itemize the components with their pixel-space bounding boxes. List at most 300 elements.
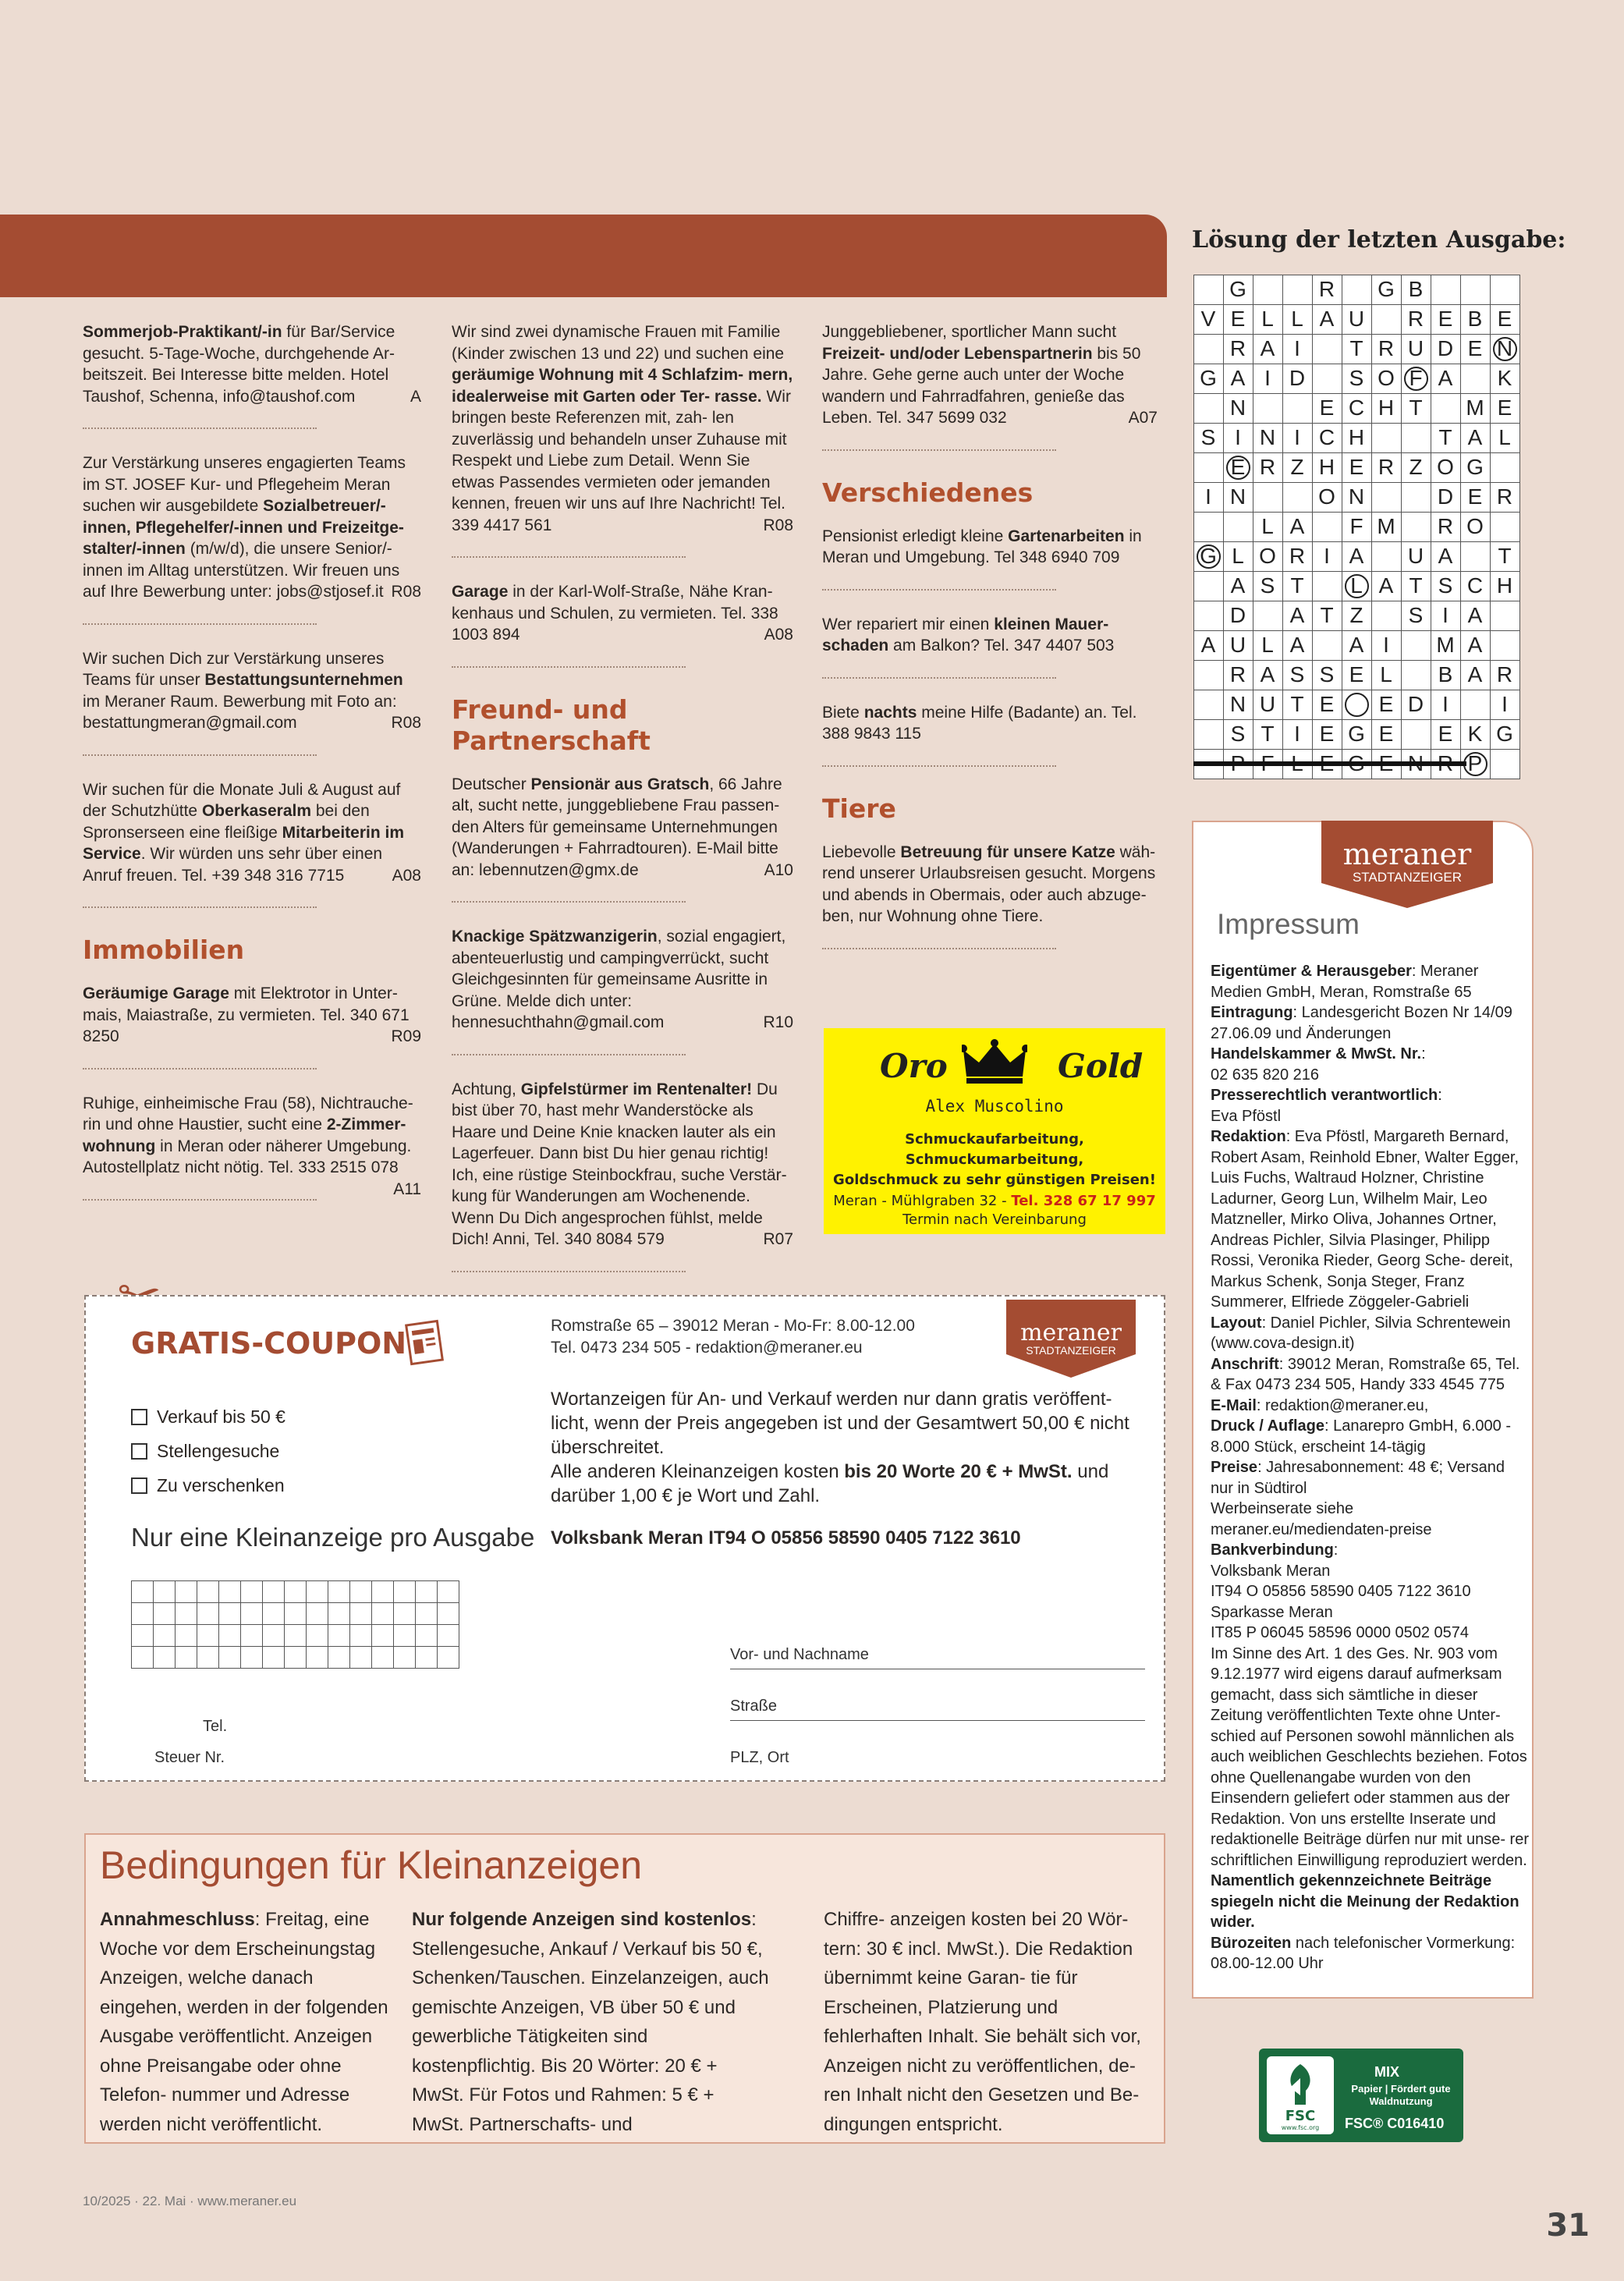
grid-cell[interactable] [307, 1647, 328, 1669]
grid-cell[interactable] [285, 1647, 307, 1669]
ad-divider [822, 589, 1056, 591]
crossword-cell [1431, 393, 1461, 424]
grid-cell[interactable] [132, 1603, 154, 1625]
ads-group-partnerschaft [452, 774, 793, 1272]
ad-code: R09 [391, 1027, 421, 1045]
crossword-cell: M [1431, 630, 1461, 661]
grid-cell[interactable] [263, 1625, 285, 1647]
grid-cell[interactable] [285, 1581, 307, 1603]
crossword-cell: R [1223, 334, 1253, 364]
option-verkauf[interactable] [131, 1399, 285, 1434]
grid-cell[interactable] [416, 1647, 438, 1669]
impressum-title: Impressum [1217, 908, 1360, 940]
grid-cell[interactable] [241, 1603, 263, 1625]
grid-cell[interactable] [394, 1647, 416, 1669]
crossword-cell: A [1253, 334, 1283, 364]
crossword-cell: G [1342, 719, 1372, 750]
crossword-row [1193, 601, 1519, 630]
crossword-cell: D [1431, 334, 1461, 364]
classified-ad-text: Zur Verstärkung unseres engagierten Teams im ST. JOSEF Kur- und Pflegeheim Meran suchen wir ausgebildete Sozialbetreuer/- innen, Pflegehelfer/-innen und Freizeitge- stalter/-innen (m/w/d), die unsere Senior/- innen im Alltag unterstützen. Wir freuen uns auf Ihre Bewerbung unter: jobs@stjosef.it R08 [83, 452, 421, 603]
grid-cell[interactable] [132, 1625, 154, 1647]
crossword-cell: Z [1282, 452, 1313, 483]
crossword-cell: I [1431, 690, 1461, 720]
crossword-cell: C [1312, 423, 1342, 453]
fsc-mix-label: MIX [1374, 2064, 1400, 2080]
fsc-tree-icon [1267, 2056, 1334, 2134]
classified-ad [822, 702, 1158, 745]
classified-ad-text: Garage in der Karl-Wolf-Straße, Nähe Kran- kenhaus und Schulen, zu vermieten. Tel. 338 1003 894 A08 [452, 581, 793, 646]
grid-cell[interactable] [372, 1603, 394, 1625]
classified-ad-text: Wir suchen für die Monate Juli & August auf der Schutzhütte Oberkaseralm bei den Spronserseen eine fleißige Mitarbeiterin im Service. Wir würden uns sehr über einen Anruf freuen. Tel. +39 348 316 7715 A08 [83, 779, 421, 887]
ad-divider [452, 1054, 686, 1055]
grid-cell[interactable] [154, 1647, 176, 1669]
crossword-cell: F [1342, 512, 1372, 542]
ads-group-verschiedenes [822, 526, 1158, 767]
crossword-cell: R [1431, 512, 1461, 542]
grid-cell[interactable] [438, 1581, 459, 1603]
crossword-cell: D [1401, 690, 1431, 720]
grid-cell[interactable] [197, 1625, 219, 1647]
grid-cell[interactable] [241, 1581, 263, 1603]
classified-ad [452, 926, 793, 1034]
classified-ad-text: Geräumige Garage mit Elektrotor in Unter- mais, Maiastraße, zu vermieten. Tel. 340 671 8250 R09 [83, 983, 421, 1048]
crossword-cell: E [1460, 482, 1491, 513]
crossword-cell: H [1371, 393, 1402, 424]
grid-cell[interactable] [350, 1647, 372, 1669]
grid-cell[interactable] [438, 1625, 459, 1647]
ad-code: A07 [1128, 409, 1158, 427]
text-grid-cells[interactable] [131, 1580, 459, 1669]
crossword-cell: T [1282, 571, 1313, 601]
ad-divider [83, 427, 317, 429]
logo-text-impressum: meraner [1342, 837, 1472, 871]
grid-cell[interactable] [197, 1647, 219, 1669]
crossword-cell [1253, 275, 1283, 305]
grid-cell[interactable] [176, 1647, 197, 1669]
crossword-cell: O [1431, 452, 1461, 483]
crossword-cell: A [1223, 571, 1253, 601]
crossword-row [1193, 630, 1519, 660]
crossword-cell: G [1193, 541, 1224, 572]
crossword-cell: E [1342, 660, 1372, 690]
checkbox-stellengesuche[interactable] [131, 1443, 147, 1460]
conditions-col-1-bold: Annahmeschluss [100, 1909, 255, 1930]
ad-code: R08 [763, 516, 793, 534]
crossword-cell: E [1431, 719, 1461, 750]
classifieds-column-3 [822, 321, 1161, 973]
fsc-badge [1259, 2049, 1463, 2142]
crossword-cell: L [1223, 541, 1253, 572]
tel-label: Tel. [203, 1718, 228, 1735]
ads-group-partner [822, 321, 1158, 451]
ad-divider [83, 906, 317, 908]
crossword-cell: S [1253, 571, 1283, 601]
ad-phone: Tel. 328 67 17 997 [1011, 1193, 1156, 1209]
grid-cell[interactable] [372, 1647, 394, 1669]
crossword-cell: E [1223, 452, 1253, 483]
crossword-cell: Z [1342, 601, 1372, 631]
street-field[interactable]: Straße [730, 1697, 1145, 1721]
crossword-cell [1490, 512, 1520, 542]
crossword-cell: A [1282, 630, 1313, 661]
crossword-cell [1460, 364, 1491, 394]
ad-services [824, 1130, 1165, 1190]
classified-ad [83, 1093, 421, 1198]
crossword-cell: E [1312, 393, 1342, 424]
grid-cell[interactable] [416, 1581, 438, 1603]
crossword-cell: T [1282, 690, 1313, 720]
crossword-cell: R [1253, 452, 1283, 483]
crossword-cell: R [1312, 275, 1342, 305]
ad-code: R10 [763, 1013, 793, 1031]
ad-divider [452, 1271, 686, 1272]
crossword-row [1193, 452, 1519, 482]
crossword-cell: A [1253, 660, 1283, 690]
ad-code: R08 [391, 714, 421, 732]
grid-cell[interactable] [285, 1625, 307, 1647]
crossword-cell: C [1342, 393, 1372, 424]
ad-services-line-1: Schmuckaufarbeitung, Schmuckumarbeitung, [905, 1131, 1084, 1168]
crossword-cell [1193, 452, 1224, 483]
crossword-cell: E [1431, 304, 1461, 335]
crossword-cell [1312, 334, 1342, 364]
ads-group-immobilien [83, 983, 421, 1201]
classified-ad [452, 581, 793, 646]
ad-divider [822, 677, 1056, 679]
classifieds-column-1 [83, 321, 421, 1224]
page-footer: 10/2025 · 22. Mai · www.meraner.eu [83, 2194, 297, 2208]
grid-cell[interactable] [132, 1581, 154, 1603]
crossword-cell: I [1282, 719, 1313, 750]
crossword-cell: B [1401, 275, 1431, 305]
crossword-cell: I [1282, 334, 1313, 364]
ad-divider [822, 449, 1056, 451]
solution-title: Lösung der letzten Ausgabe: [1192, 226, 1566, 254]
ads-group-jobs [83, 321, 421, 908]
impressum-box [1192, 821, 1534, 1999]
classified-ad [452, 1079, 793, 1250]
meraner-logo-impressum [1321, 821, 1493, 908]
name-field[interactable]: Vor- und Nachname [730, 1646, 1145, 1669]
crossword-cell: F [1401, 364, 1431, 394]
classified-ad-text: Wer repariert mir einen kleinen Mauer- schaden am Balkon? Tel. 347 4407 503 [822, 615, 1115, 655]
crossword-cell: L [1342, 571, 1372, 601]
grid-cell[interactable] [307, 1625, 328, 1647]
classified-ad-text: Junggebliebener, sportlicher Mann sucht Freizeit- und/oder Lebenspartnerin bis 50 Jahre. Gehe gerne auch unter der Woche wandern und Fahrradfahren, genieße das Leben. Tel. 347 5699 032 A07 [822, 321, 1158, 429]
crown-icon [962, 1039, 1027, 1086]
conditions-col-2-bold: Nur folgende Anzeigen sind kostenlos [412, 1909, 752, 1930]
crossword-row [1193, 719, 1519, 749]
grid-cell[interactable] [219, 1625, 241, 1647]
crossword-cell: L [1253, 304, 1283, 335]
steuer-label: Steuer Nr. [154, 1749, 225, 1766]
crossword-cell: T [1253, 719, 1283, 750]
crossword-cell [1460, 275, 1491, 305]
coupon-address-line-2: Tel. 0473 234 505 - redaktion@meraner.eu [551, 1339, 863, 1357]
option-stellengesuche[interactable] [131, 1434, 285, 1468]
crossword-cell [1193, 660, 1224, 690]
meraner-logo [1006, 1300, 1136, 1378]
grid-cell[interactable] [350, 1581, 372, 1603]
ad-code: R08 [391, 583, 421, 601]
grid-cell[interactable] [154, 1625, 176, 1647]
ad-gold-word: Gold [1058, 1047, 1144, 1085]
crossword-cell [1342, 690, 1372, 720]
crossword-cell: G [1193, 364, 1224, 394]
crossword-cell [1342, 275, 1372, 305]
crossword-cell [1401, 630, 1431, 661]
crossword-cell: R [1282, 541, 1313, 572]
grid-cell[interactable] [307, 1603, 328, 1625]
crossword-row [1193, 275, 1519, 304]
crossword-cell: L [1282, 304, 1313, 335]
crossword-cell: T [1401, 571, 1431, 601]
crossword-cell: S [1401, 601, 1431, 631]
grid-cell[interactable] [350, 1625, 372, 1647]
fsc-code: FSC® C016410 [1345, 2116, 1445, 2131]
crossword-cell: N [1223, 482, 1253, 513]
crossword-row [1193, 541, 1519, 571]
crossword-cell: T [1401, 393, 1431, 424]
coupon-info [551, 1387, 1144, 1508]
crossword-cell: I [1312, 541, 1342, 572]
crossword-cell [1460, 690, 1491, 720]
crossword-cell [1253, 482, 1283, 513]
classified-ad-text: Achtung, Gipfelstürmer im Rentenalter! Du bist über 70, hast mehr Wanderstöcke als Haare und Deine Knie knacken lauter als ein Lagerfeuer. Dann bist Du hier genau richtig! Ich, eine rüstige Steinbockfrau, suche Verstär- kung für Wanderungen am Wochenende. Wenn Du Dich angesprochen fühlst, melde Dich! Anni, Tel. 340 8084 579 R07 [452, 1079, 793, 1250]
crossword-cell: E [1312, 690, 1342, 720]
ad-divider [822, 948, 1056, 949]
crossword-cell: E [1312, 719, 1342, 750]
classified-ad-text: Liebevolle Betreuung für unsere Katze wäh- rend unserer Urlaubsreisen gesucht. Morgens und abends in Obermais, oder auch abzuge- ben, nur Wohnung ohne Tiere. [822, 843, 1161, 925]
crossword-row [1193, 512, 1519, 541]
grid-cell[interactable] [176, 1603, 197, 1625]
crossword-cell: N [1342, 482, 1372, 513]
advertisement-oro-gold [824, 1028, 1165, 1234]
crossword-cell: U [1401, 541, 1431, 572]
crossword-cell: D [1431, 482, 1461, 513]
option-stellengesuche-label: Stellengesuche [157, 1441, 280, 1461]
checkbox-verkauf[interactable] [131, 1409, 147, 1425]
grid-cell[interactable] [219, 1581, 241, 1603]
checkbox-verschenken[interactable] [131, 1478, 147, 1494]
coupon-info-paid-a: Alle anderen Kleinanzeigen kosten [551, 1461, 845, 1482]
conditions-col-2-text: : Stellengesuche, Ankauf / Verkauf bis 50 €, Schenken/Tauschen. Einzelanzeigen, auch gemischte Anzeigen, VB über 50 € und gewerbliche Tätigkeiten sind kostenpflichtig. Bis 20 Wörter: 20 € + MwSt. Für Fotos und Rahmen: 5 € + MwSt. Partnerschafts- und [412, 1909, 769, 2135]
grid-cell[interactable] [241, 1647, 263, 1669]
option-verschenken[interactable] [131, 1468, 285, 1502]
crossword-cell [1253, 393, 1283, 424]
grid-cell[interactable] [416, 1625, 438, 1647]
crossword-cell: L [1371, 660, 1402, 690]
grid-cell[interactable] [328, 1603, 350, 1625]
crossword-cell: B [1431, 660, 1461, 690]
classified-ad-text: Wir suchen Dich zur Verstärkung unseres Teams für unser Bestattungsunternehmen im Meraner Raum. Bewerbung mit Foto an: bestattungmeran@gmail.com R08 [83, 648, 421, 734]
grid-cell[interactable] [438, 1603, 459, 1625]
classified-ad-text: Knackige Spätzwanzigerin, sozial engagiert, abenteuerlustig und campingverrückt, sucht Gleichgesinnten für gemeinsame Ausritte in Grüne. Melde dich unter: hennesuchthahn@gmail.com R10 [452, 926, 793, 1034]
crossword-cell [1371, 601, 1402, 631]
crossword-row [1193, 334, 1519, 364]
grid-cell[interactable] [416, 1603, 438, 1625]
grid-cell[interactable] [328, 1647, 350, 1669]
crossword-cell: U [1223, 630, 1253, 661]
grid-cell[interactable] [197, 1581, 219, 1603]
classified-ad-text: Deutscher Pensionär aus Gratsch, 66 Jahre alt, sucht nette, junggebliebene Frau passen- den Alters für gemeinsame Unternehmungen (Wanderungen + Fahrradtouren). E-Mail bitte an: lebennutzen@gmx.de A10 [452, 774, 793, 882]
crossword-cell: H [1342, 423, 1372, 453]
grid-cell[interactable] [263, 1603, 285, 1625]
crossword-cell: S [1312, 660, 1342, 690]
crossword-cell: U [1342, 304, 1372, 335]
crossword-cell: I [1253, 364, 1283, 394]
classified-ad-text: Pensionist erledigt kleine Gartenarbeiten in Meran und Umgebung. Tel 348 6940 709 [822, 527, 1147, 566]
ad-appointment: Termin nach Vereinbarung [902, 1211, 1087, 1228]
crossword-cell: A [1193, 630, 1224, 661]
crossword-row [1193, 482, 1519, 512]
crossword-cell: E [1371, 719, 1402, 750]
grid-cell[interactable] [219, 1647, 241, 1669]
grid-cell[interactable] [263, 1581, 285, 1603]
classified-ad-text: Wir sind zwei dynamische Frauen mit Familie (Kinder zwischen 13 und 22) und suchen eine geräumige Wohnung mit 4 Schlafzim- mern, idealerweise mit Garten oder Ter- rasse. Wir bringen beste Referenzen mit, zah- len zuverlässig und behandeln unser Zuhause mit Respekt und Liebe zum Detail. Wenn Sie etwas Passendes vermieten oder jemanden kennen, freuen wir uns auf Ihre Nachricht! Tel. 339 4417 561 R08 [452, 321, 793, 536]
grid-cell[interactable] [372, 1625, 394, 1647]
newspaper-icon [401, 1317, 451, 1367]
crossword-divider [1193, 761, 1466, 766]
coupon-info-free: Wortanzeigen für An- und Verkauf werden nur dann gratis veröffent- licht, wenn der Preis angegeben ist und der Gesamtwert 50,00 € nicht überschreitet. [551, 1389, 1129, 1458]
crossword-cell [1193, 571, 1224, 601]
conditions-col-1-text: : Freitag, eine Woche vor dem Erscheinungstag Anzeigen, welche danach eingehen, werden in der folgenden Ausgabe veröffentlicht. Anzeigen ohne Preisangabe oder ohne Telefon- nummer und Adresse werden nicht veröffentlicht. [100, 1909, 388, 2135]
crossword-cell [1371, 423, 1402, 453]
crossword-cell [1312, 364, 1342, 394]
crossword-cell [1401, 512, 1431, 542]
grid-cell[interactable] [197, 1603, 219, 1625]
classified-ad-text: Ruhige, einheimische Frau (58), Nichtrauche- rin und ohne Haustier, sucht eine 2-Zimmer- wohnung in Meran oder näherer Umgebung. Autostellplatz nicht nötig. Tel. 333 2515 078 A11 [83, 1093, 421, 1179]
ad-divider [83, 754, 317, 756]
crossword-cell: N [1490, 334, 1520, 364]
crossword-cell: E [1371, 690, 1402, 720]
crossword-cell: I [1223, 423, 1253, 453]
ad-code: A11 [393, 1180, 421, 1198]
crossword-cell: K [1490, 364, 1520, 394]
crossword-cell: S [1223, 719, 1253, 750]
logo-text: meraner [1020, 1319, 1122, 1346]
crossword-cell: G [1460, 452, 1491, 483]
crossword-cell: A [1431, 541, 1461, 572]
grid-cell[interactable] [328, 1581, 350, 1603]
crossword-cell [1253, 601, 1283, 631]
crossword-cell [1282, 393, 1313, 424]
grid-cell[interactable] [307, 1581, 328, 1603]
ads-group-wohnung [452, 321, 798, 668]
crossword-cell: S [1193, 423, 1224, 453]
plz-field[interactable]: PLZ, Ort [730, 1749, 789, 1766]
crossword-cell [1490, 601, 1520, 631]
crossword-cell: G [1371, 275, 1402, 305]
classified-ad [83, 321, 421, 407]
ad-divider [83, 623, 317, 625]
option-verschenken-label: Zu verschenken [157, 1475, 285, 1495]
conditions-title: Bedingungen für Kleinanzeigen [100, 1843, 642, 1887]
grid-cell[interactable] [328, 1625, 350, 1647]
ad-divider [83, 1199, 317, 1201]
ad-code: A08 [764, 626, 793, 644]
ad-divider [83, 1068, 317, 1070]
grid-cell[interactable] [176, 1581, 197, 1603]
coupon-bank-details: Volksbank Meran IT94 O 05856 58590 0405 7122 3610 [551, 1527, 1021, 1548]
crossword-cell [1312, 571, 1342, 601]
crossword-cell [1193, 334, 1224, 364]
crossword-cell: T [1490, 541, 1520, 572]
conditions-col-2 [412, 1905, 771, 2139]
crossword-cell: V [1193, 304, 1224, 335]
option-verkauf-label: Verkauf bis 50 € [157, 1407, 285, 1427]
crossword-cell: D [1282, 364, 1313, 394]
classified-ad [452, 321, 798, 536]
grid-cell[interactable] [241, 1625, 263, 1647]
crossword-cell: N [1223, 393, 1253, 424]
crossword-cell: A [1342, 541, 1372, 572]
crossword-cell: T [1342, 334, 1372, 364]
crossword-cell [1401, 482, 1431, 513]
crossword-cell [1490, 275, 1520, 305]
grid-cell[interactable] [438, 1647, 459, 1669]
crossword-cell: I [1431, 601, 1461, 631]
grid-cell[interactable] [132, 1647, 154, 1669]
header-band [0, 215, 1167, 297]
crossword-cell: R [1371, 452, 1402, 483]
category-heading-immobilien: Immobilien [83, 935, 245, 965]
grid-cell[interactable] [219, 1603, 241, 1625]
crossword-cell: I [1371, 630, 1402, 661]
crossword-row [1193, 393, 1519, 423]
ad-owner-name: Alex Muscolino [925, 1097, 1064, 1116]
crossword-cell: L [1253, 630, 1283, 661]
classified-ad-text: Biete nachts meine Hilfe (Badante) an. Tel. 388 9843 115 [822, 703, 1142, 743]
crossword-cell: I [1282, 423, 1313, 453]
classified-ad-text: Sommerjob-Praktikant/-in für Bar/Service gesucht. 5-Tage-Woche, durchgehende Ar- beitszeit. Bei Interesse bitte melden. Hotel Taushof, Schenna, info@taushof.com A [83, 321, 421, 407]
crossword-cell [1371, 541, 1402, 572]
classified-ad [822, 526, 1158, 569]
coupon-options [131, 1399, 285, 1502]
grid-cell[interactable] [350, 1603, 372, 1625]
crossword-row [1193, 423, 1519, 452]
grid-cell[interactable] [176, 1625, 197, 1647]
ad-address-street: Meran - Mühlgraben 32 - [833, 1193, 1007, 1209]
classifieds-column-2 [452, 321, 798, 1296]
ad-services-line-2: Goldschmuck zu sehr günstigen Preisen! [833, 1172, 1156, 1188]
text-entry-grid[interactable] [131, 1580, 459, 1669]
ad-divider [452, 901, 686, 903]
conditions-col-3: Chiffre- anzeigen kosten bei 20 Wör- tern: 30 € incl. MwSt.). Die Redaktion übernimmt keine Garan- tie für Erscheinen, Platzierung und fehlerhaften Inhalt. Sie behält sich vor, Anzeigen nicht zu veröffentlichen, de- ren Inhalt nicht den Gesetzen und Be- dingungen entspricht. [824, 1909, 1141, 2135]
crossword-cell: A [1460, 630, 1491, 661]
crossword-row [1193, 690, 1519, 719]
ad-divider [452, 556, 686, 558]
ad-divider [452, 666, 686, 668]
grid-cell[interactable] [394, 1581, 416, 1603]
grid-cell[interactable] [285, 1603, 307, 1625]
grid-cell[interactable] [263, 1647, 285, 1669]
coupon-info-paid-b: bis 20 Worte 20 € + MwSt. [844, 1461, 1073, 1482]
grid-cell[interactable] [372, 1581, 394, 1603]
grid-cell[interactable] [394, 1603, 416, 1625]
grid-cell[interactable] [154, 1603, 176, 1625]
crossword-cell [1401, 719, 1431, 750]
crossword-cell: R [1223, 660, 1253, 690]
ad-divider [822, 765, 1056, 767]
crossword-cell: A [1282, 512, 1313, 542]
crossword-cell: E [1342, 452, 1372, 483]
grid-cell[interactable] [154, 1581, 176, 1603]
crossword-cell [1490, 630, 1520, 661]
crossword-cell: O [1371, 364, 1402, 394]
grid-cell[interactable] [394, 1625, 416, 1647]
coupon-info-paid [551, 1460, 1144, 1508]
